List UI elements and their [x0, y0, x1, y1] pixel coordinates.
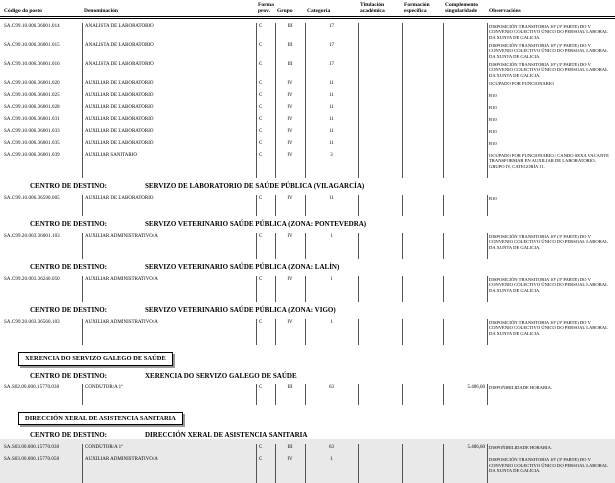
- column-header-formacion: Formación específica: [404, 2, 430, 15]
- column-separator-line: [256, 319, 257, 346]
- cell-observacions: B10: [489, 104, 497, 110]
- column-separator-line: [402, 195, 403, 216]
- cell-denominacion: AUXILIAR DE LABORATORIO: [85, 140, 154, 146]
- table-block: [0, 384, 615, 405]
- column-separator-line: [358, 384, 359, 405]
- cell-formacion: [402, 61, 443, 62]
- cell-complemento: [443, 152, 487, 153]
- cell-categoria: 63: [329, 445, 334, 451]
- column-separator-line: [256, 276, 257, 303]
- cell-observacions: OCUPADO POR FUNCIONARIO./ CANDO SEXA VACANTE TRANSFORMAR EN AUXILIAR DE LABORATORIO, GRUPO IV, CATEGORÍA 11.: [489, 152, 609, 169]
- cell-formacion: [402, 276, 443, 277]
- cell-forma: C: [259, 92, 263, 98]
- cell-denominacion: ANALISTA DE LABORATORIO: [85, 42, 154, 48]
- column-separator-line: [443, 319, 444, 346]
- column-separator-line: [82, 319, 83, 346]
- column-header-row: [0, 0, 615, 19]
- table-block: [0, 276, 615, 303]
- cell-forma: C: [259, 233, 263, 239]
- cell-formacion: [402, 384, 443, 385]
- cell-forma: C: [259, 457, 263, 463]
- cell-titulacion: [358, 23, 402, 24]
- column-separator-line: [305, 195, 306, 216]
- table-row: [0, 195, 615, 207]
- cell-codigo: SA.C99.10.006.36001.020: [4, 80, 60, 86]
- cell-titulacion: [358, 104, 402, 105]
- cell-denominacion: ANALISTA DE LABORATORIO: [85, 23, 154, 29]
- centro-destino-name: SERVIZO VETERINARIO SAÚDE PÚBLICA (ZONA: PONTEVEDRA): [145, 219, 367, 228]
- cell-denominacion: AUXILIAR DE LABORATORIO: [85, 80, 154, 86]
- cell-forma: C: [259, 140, 263, 146]
- cell-categoria: 1: [330, 233, 333, 239]
- table-block: [0, 195, 615, 216]
- section-banner: DIRECCIÓN XERAL DE ASISTENCIA SANITARIA: [18, 412, 183, 425]
- column-separator-line: [443, 444, 444, 483]
- cell-grupo: III: [287, 61, 293, 67]
- column-separator-line: [402, 276, 403, 303]
- table-block: [0, 233, 615, 260]
- cell-forma: C: [259, 152, 263, 158]
- cell-denominacion: AUXILIAR ADMINISTRATIVO/A: [85, 457, 158, 463]
- column-separator-line: [275, 444, 276, 483]
- cell-formacion: [402, 233, 443, 234]
- cell-complemento: [443, 61, 487, 62]
- centro-destino-row: [0, 183, 615, 191]
- column-separator-line: [358, 195, 359, 216]
- cell-denominacion: AUXILIAR SANITARIO: [85, 152, 137, 158]
- cell-codigo: SA.C99.20.003.36560.103: [4, 319, 60, 325]
- centro-destino-label: CENTRO DE DESTINO:: [30, 182, 108, 191]
- cell-denominacion: ANALISTA DE LABORATORIO: [85, 61, 154, 67]
- cell-codigo: SA.C99.20.003.36240.050: [4, 276, 60, 282]
- cell-formacion: [402, 92, 443, 93]
- cell-codigo: SA.C99.10.006.36001.014: [4, 23, 60, 29]
- cell-complemento: [443, 456, 487, 457]
- cell-observacions: B10: [489, 92, 497, 98]
- cell-denominacion: AUXILIAR DE LABORATORIO: [85, 104, 154, 110]
- cell-titulacion: [358, 80, 402, 81]
- table-row: [0, 384, 615, 396]
- cell-observacions: DISPOSICIÓN TRANSITORIA 10ª (3ª PARTE) DO V CONVENIO COLECTIVO ÚNICO DO PERSOAL LABORAL DA XUNTA DE GALICIA.: [489, 42, 608, 59]
- cell-complemento: [443, 23, 487, 24]
- cell-titulacion: [358, 233, 402, 234]
- cell-grupo: IV: [287, 457, 293, 463]
- column-separator-line: [402, 444, 403, 483]
- column-separator-line: [487, 195, 488, 216]
- centro-destino-name: SERVIZO DE LABORATORIO DE SAÚDE PÚBLICA (VILAGARCÍA): [145, 182, 365, 191]
- table-row: [0, 92, 615, 104]
- centro-destino-row: [0, 221, 615, 229]
- cell-categoria: 1: [330, 319, 333, 325]
- cell-categoria: 1: [330, 276, 333, 282]
- cell-titulacion: [358, 128, 402, 129]
- column-separator-line: [487, 276, 488, 303]
- cell-complemento: [443, 319, 487, 320]
- cell-formacion: [402, 80, 443, 81]
- cell-grupo: III: [287, 445, 293, 451]
- cell-categoria: 17: [329, 61, 334, 67]
- column-separator-line: [358, 319, 359, 346]
- cell-observacions: DISPOSICIÓN TRANSITORIA 10ª (3ª PARTE) DO V CONVENIO COLECTIVO ÚNICO DO PERSOAL LABORAL DA XUNTA DE GALICIA.: [489, 276, 608, 293]
- cell-denominacion: CONDUTOR/A 1ª: [85, 445, 123, 451]
- table-row: [0, 444, 615, 456]
- cell-categoria: 11: [329, 104, 334, 110]
- centro-destino-name: XERENCIA DO SERVIZO GALEGO DE SAÚDE: [145, 371, 297, 380]
- column-separator-line: [358, 233, 359, 260]
- cell-denominacion: AUXILIAR DE LABORATORIO: [85, 92, 154, 98]
- column-separator-line: [275, 233, 276, 260]
- column-separator-line: [82, 276, 83, 303]
- cell-observacions: DISPOSICIÓN TRANSITORIA 10ª (3ª PARTE) DO V CONVENIO COLECTIVO ÚNICO DO PERSOAL LABORAL DA XUNTA DE GALICIA.: [489, 457, 608, 474]
- cell-denominacion: AUXILIAR ADMINISTRATIVO/A: [85, 233, 158, 239]
- cell-titulacion: [358, 319, 402, 320]
- cell-titulacion: [358, 116, 402, 117]
- column-separator-line: [487, 444, 488, 483]
- cell-forma: C: [259, 128, 263, 134]
- table-row: [0, 140, 615, 152]
- column-separator-line: [443, 384, 444, 405]
- cell-formacion: [402, 140, 443, 141]
- column-separator-line: [443, 233, 444, 260]
- cell-grupo: III: [287, 23, 293, 29]
- cell-grupo: IV: [287, 128, 293, 134]
- cell-denominacion: AUXILIAR DE LABORATORIO: [85, 128, 154, 134]
- table-row: [0, 42, 615, 61]
- column-separator-line: [275, 384, 276, 405]
- cell-codigo: SA.S03.00.000.15770.050: [4, 457, 60, 463]
- cell-titulacion: [358, 444, 402, 445]
- column-separator-line: [443, 195, 444, 216]
- cell-titulacion: [358, 92, 402, 93]
- column-separator-line: [305, 276, 306, 303]
- cell-forma: C: [259, 80, 263, 86]
- column-header-titulacion: Titulación académica: [360, 2, 385, 15]
- cell-titulacion: [358, 276, 402, 277]
- column-separator-line: [82, 23, 83, 179]
- cell-denominacion: AUXILIAR ADMINISTRATIVO/A: [85, 319, 158, 325]
- cell-formacion: [402, 444, 443, 445]
- cell-grupo: IV: [287, 152, 293, 158]
- column-separator-line: [256, 384, 257, 405]
- cell-denominacion: AUXILIAR DE LABORATORIO: [85, 195, 154, 201]
- cell-forma: C: [259, 61, 263, 67]
- cell-forma: C: [259, 276, 263, 282]
- cell-complemento: [443, 128, 487, 129]
- cell-forma: C: [259, 195, 263, 201]
- column-separator-line: [358, 444, 359, 483]
- cell-observacions: DISPOSICIÓN TRANSITORIA 10ª (3ª PARTE) DO V CONVENIO COLECTIVO ÚNICO DO PERSOAL LABORAL DA XUNTA DE GALICIA.: [489, 61, 608, 78]
- centro-destino-label: CENTRO DE DESTINO:: [30, 263, 108, 271]
- cell-observacions: DISPOSICIÓN TRANSITORIA 10ª (3ª PARTE) DO V CONVENIO COLECTIVO ÚNICO DO PERSOAL LABORAL DA XUNTA DE GALICIA.: [489, 233, 608, 250]
- column-separator-line: [275, 23, 276, 179]
- cell-grupo: III: [287, 42, 293, 48]
- column-header-forma-prov: Forma prov.: [258, 2, 274, 15]
- column-separator-line: [305, 319, 306, 346]
- centro-destino-name: SERVIZO VETERINARIO SAÚDE PÚBLICA (ZONA: LALÍN): [145, 263, 340, 271]
- cell-grupo: IV: [287, 140, 293, 146]
- table-row: [0, 80, 615, 92]
- cell-formacion: [402, 456, 443, 457]
- cell-codigo: SA.C99.10.006.36001.016: [4, 61, 60, 67]
- cell-codigo: SA.S02.00.000.15770.030: [4, 385, 60, 391]
- cell-complemento: [443, 116, 487, 117]
- centro-destino-label: CENTRO DE DESTINO:: [30, 306, 108, 315]
- table-block: [0, 23, 615, 179]
- cell-formacion: [402, 104, 443, 105]
- centro-destino-label: CENTRO DE DESTINO:: [30, 219, 108, 228]
- cell-complemento: 5.406,60: [467, 385, 485, 391]
- table-row: [0, 233, 615, 251]
- cell-grupo: IV: [287, 80, 293, 86]
- column-separator-line: [402, 384, 403, 405]
- cell-categoria: 11: [329, 116, 334, 122]
- centro-destino-row: [0, 373, 615, 381]
- cell-grupo: III: [287, 385, 293, 391]
- column-separator-line: [443, 276, 444, 303]
- cell-formacion: [402, 319, 443, 320]
- cell-grupo: IV: [287, 116, 293, 122]
- column-separator-line: [275, 195, 276, 216]
- table-row: [0, 276, 615, 294]
- column-header-denominacion: Denominación: [84, 8, 118, 15]
- cell-observacions: B10: [489, 116, 497, 122]
- cell-complemento: [443, 104, 487, 105]
- column-separator-line: [358, 23, 359, 179]
- cell-titulacion: [358, 152, 402, 153]
- column-separator-line: [256, 233, 257, 260]
- cell-titulacion: [358, 456, 402, 457]
- column-separator-line: [82, 444, 83, 483]
- cell-observacions: DISPOÑIBILIDADE HORARIA.: [489, 385, 553, 391]
- cell-complemento: [443, 92, 487, 93]
- cell-titulacion: [358, 195, 402, 196]
- cell-complemento: 5.406,60: [467, 445, 485, 451]
- cell-codigo: SA.C99.20.003.36001.103: [4, 233, 60, 239]
- column-separator-line: [487, 384, 488, 405]
- column-separator-line: [256, 195, 257, 216]
- cell-formacion: [402, 152, 443, 153]
- cell-codigo: SA.C99.10.006.36001.039: [4, 152, 60, 158]
- table-block: [0, 444, 615, 483]
- column-separator-line: [402, 233, 403, 260]
- document-body: [0, 23, 615, 483]
- cell-forma: C: [259, 23, 263, 29]
- cell-categoria: 17: [329, 42, 334, 48]
- cell-forma: C: [259, 319, 263, 325]
- cell-categoria: 1: [330, 457, 333, 463]
- column-separator-line: [82, 195, 83, 216]
- cell-complemento: [443, 42, 487, 43]
- cell-grupo: IV: [287, 276, 293, 282]
- cell-forma: C: [259, 104, 263, 110]
- cell-codigo: SA.S03.00.000.15770.030: [4, 445, 60, 451]
- cell-formacion: [402, 195, 443, 196]
- column-separator-line: [402, 23, 403, 179]
- column-separator-line: [256, 444, 257, 483]
- table-row: [0, 128, 615, 140]
- cell-formacion: [402, 42, 443, 43]
- cell-codigo: SA.C99.10.006.36001.033: [4, 128, 60, 134]
- cell-complemento: [443, 80, 487, 81]
- cell-forma: C: [259, 385, 263, 391]
- section-banner: XERENCIA DO SERVIZO GALEGO DE SAÚDE: [18, 352, 173, 365]
- column-header-observacions: Observacións: [489, 8, 521, 15]
- cell-grupo: IV: [287, 319, 293, 325]
- cell-titulacion: [358, 42, 402, 43]
- cell-complemento: [443, 276, 487, 277]
- cell-denominacion: AUXILIAR DE LABORATORIO: [85, 116, 154, 122]
- cell-complemento: [443, 233, 487, 234]
- centro-destino-label: CENTRO DE DESTINO:: [30, 371, 108, 380]
- table-row: [0, 61, 615, 80]
- column-header-grupo: Grupo: [277, 8, 293, 15]
- cell-grupo: IV: [287, 233, 293, 239]
- cell-observacions: B10: [489, 140, 497, 146]
- cell-codigo: SA.C99.10.006.36001.025: [4, 92, 60, 98]
- column-separator-line: [82, 233, 83, 260]
- cell-titulacion: [358, 61, 402, 62]
- cell-codigo: SA.C99.10.006.36001.015: [4, 42, 60, 48]
- centro-destino-row: [0, 432, 615, 440]
- cell-observacions: DISPOSICIÓN TRANSITORIA 10ª (3ª PARTE) DO V CONVENIO COLECTIVO ÚNICO DO PERSOAL LABORAL DA XUNTA DE GALICIA.: [489, 319, 608, 336]
- cell-observacions: DISPOÑIBILIDADE HORARIA.: [489, 445, 553, 451]
- cell-titulacion: [358, 384, 402, 385]
- column-separator-line: [275, 319, 276, 346]
- cell-forma: C: [259, 445, 263, 451]
- cell-categoria: 63: [329, 385, 334, 391]
- column-header-codigo: Código do posto: [4, 8, 42, 15]
- cell-categoria: 11: [329, 80, 334, 86]
- column-separator-line: [305, 384, 306, 405]
- column-separator-line: [487, 319, 488, 346]
- cell-denominacion: CONDUTOR/A 1ª: [85, 385, 123, 391]
- cell-observacions: B10: [489, 195, 497, 201]
- cell-formacion: [402, 116, 443, 117]
- cell-observacions: OCUPADO POR FUNCIONARIO: [489, 80, 554, 86]
- column-separator-line: [402, 319, 403, 346]
- table-row: [0, 116, 615, 128]
- cell-categoria: 11: [329, 128, 334, 134]
- column-separator-line: [256, 23, 257, 179]
- cell-forma: C: [259, 42, 263, 48]
- column-header-categoria: Categoría: [307, 8, 331, 15]
- cell-categoria: 11: [329, 92, 334, 98]
- table-row: [0, 152, 615, 170]
- column-separator-line: [305, 23, 306, 179]
- table-block: [0, 319, 615, 346]
- centro-destino-row: [0, 264, 615, 272]
- table-row: [0, 456, 615, 474]
- cell-observacions: DISPOSICIÓN TRANSITORIA 10ª (3ª PARTE) DO V CONVENIO COLECTIVO ÚNICO DO PERSOAL LABORAL DA XUNTA DE GALICIA.: [489, 23, 608, 40]
- cell-codigo: SA.C99.10.006.36001.035: [4, 140, 60, 146]
- centro-destino-row: [0, 307, 615, 315]
- cell-formacion: [402, 128, 443, 129]
- column-header-complemento: Complemento singularidade: [445, 2, 478, 15]
- cell-categoria: 11: [329, 195, 334, 201]
- cell-categoria: 3: [330, 152, 333, 158]
- cell-codigo: SA.C99.10.006.36590.005: [4, 195, 60, 201]
- column-separator-line: [487, 233, 488, 260]
- table-row: [0, 319, 615, 337]
- centro-destino-name: DIRECCIÓN XERAL DE ASISTENCIA SANITARIA: [145, 431, 308, 440]
- cell-complemento: [443, 195, 487, 196]
- cell-codigo: SA.C99.10.006.36001.031: [4, 116, 60, 122]
- column-separator-line: [487, 23, 488, 179]
- table-row: [0, 104, 615, 116]
- table-row: [0, 23, 615, 42]
- column-separator-line: [443, 23, 444, 179]
- cell-observacions: B10: [489, 128, 497, 134]
- column-separator-line: [82, 384, 83, 405]
- cell-grupo: IV: [287, 195, 293, 201]
- centro-destino-name: SERVIZO VETERINARIO SAÚDE PÚBLICA (ZONA: VIGO): [145, 306, 336, 315]
- cell-categoria: 11: [329, 140, 334, 146]
- cell-titulacion: [358, 140, 402, 141]
- column-separator-line: [358, 276, 359, 303]
- cell-grupo: IV: [287, 104, 293, 110]
- cell-denominacion: AUXILIAR ADMINISTRATIVO/A: [85, 276, 158, 282]
- cell-categoria: 17: [329, 23, 334, 29]
- column-separator-line: [305, 444, 306, 483]
- cell-forma: C: [259, 116, 263, 122]
- cell-grupo: IV: [287, 92, 293, 98]
- cell-codigo: SA.C99.10.006.36001.028: [4, 104, 60, 110]
- column-separator-line: [275, 276, 276, 303]
- centro-destino-label: CENTRO DE DESTINO:: [30, 431, 108, 440]
- cell-complemento: [443, 140, 487, 141]
- column-separator-line: [305, 233, 306, 260]
- cell-formacion: [402, 23, 443, 24]
